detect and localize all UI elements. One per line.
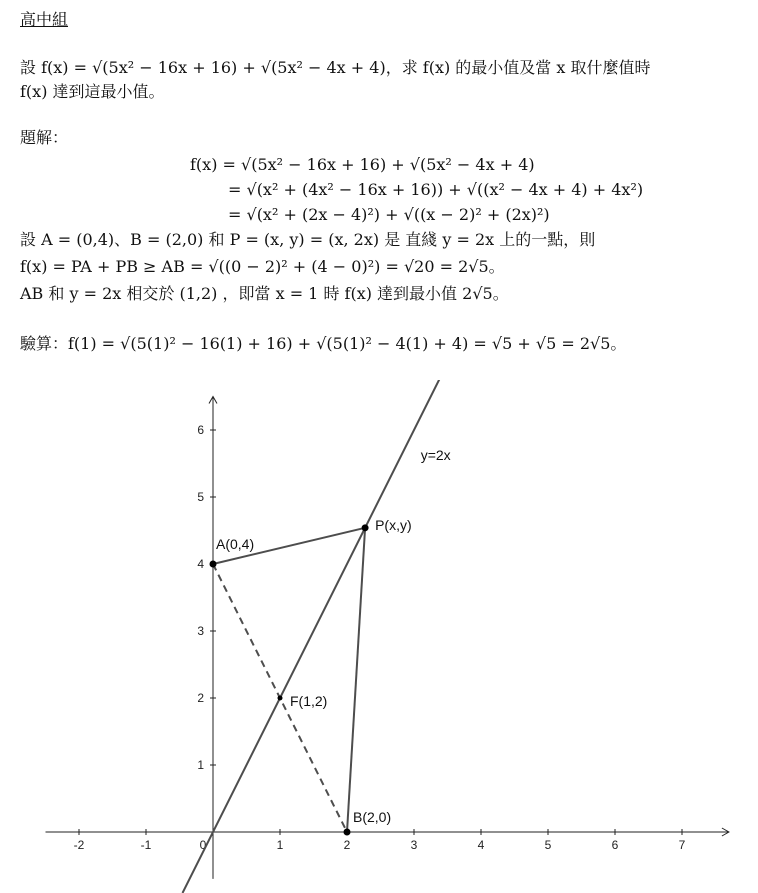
x-tick-label: 4 [477, 838, 485, 852]
point-label-P: P(x,y) [375, 516, 412, 533]
point-A [210, 561, 217, 568]
x-tick-label: 3 [410, 838, 418, 852]
problem-line-1: 設 f(x) = √(5x² − 16x + 16) + √(5x² − 4x + 4)，求 f(x) 的最小值及當 x 取什麼值時 [20, 58, 651, 77]
x-tick-label: 7 [678, 838, 686, 852]
document [0, 0, 758, 370]
x-tick-label: -2 [73, 838, 85, 852]
point-P [362, 524, 369, 531]
equation-2: = √(x² + (4x² − 16x + 16)) + √((x² − 4x + 4) + 4x²) [228, 180, 644, 199]
y-tick-label: 4 [197, 557, 204, 571]
y-tick-label: 2 [197, 691, 204, 705]
check-line: 驗算：f(1) = √(5(1)² − 16(1) + 16) + √(5(1)² − 4(1) + 4) = √5 + √5 = 2√5。 [20, 334, 627, 353]
x-tick-label: 1 [276, 838, 284, 852]
x-tick-label: 0 [199, 838, 207, 852]
let-line: 設 A = (0,4)、B = (2,0) 和 P = (x, y) = (x, 2x) 是 直綫 y = 2x 上的一點，則 [20, 230, 596, 249]
equation-1: f(x) = √(5x² − 16x + 16) + √(5x² − 4x + 4) [190, 155, 535, 174]
x-tick-label: -1 [140, 838, 152, 852]
x-tick-label: 2 [343, 838, 351, 852]
point-label-F: F(1,2) [290, 693, 328, 709]
point-B [344, 829, 351, 836]
point-label-B: B(2,0) [353, 809, 392, 825]
line-label: y=2x [420, 447, 451, 464]
inequality-line: f(x) = PA + PB ≥ AB = √((0 − 2)² + (4 − 0)²) = √20 = 2√5。 [20, 257, 505, 276]
point-label-A: A(0,4) [216, 536, 255, 552]
y-tick-label: 1 [197, 758, 204, 772]
coordinate-graph [0, 380, 758, 893]
line-y-equals-2x [183, 380, 446, 893]
equation-3: = √(x² + (2x − 4)²) + √((x − 2)² + (2x)²) [228, 205, 550, 224]
solution-label: 題解： [20, 128, 69, 147]
heading: 高中組 [20, 10, 69, 29]
segment-PB [347, 528, 365, 832]
y-tick-label: 5 [197, 490, 204, 504]
problem-line-2: f(x) 達到這最小值。 [20, 82, 165, 101]
x-tick-label: 5 [544, 838, 552, 852]
conclusion-line: AB 和 y = 2x 相交於 (1,2) ，即當 x = 1 時 f(x) 達到最小值 2√5。 [20, 284, 509, 303]
point-F [278, 696, 283, 701]
y-tick-label: 3 [197, 624, 204, 638]
x-tick-label: 6 [611, 838, 619, 852]
y-tick-label: 6 [197, 423, 204, 437]
